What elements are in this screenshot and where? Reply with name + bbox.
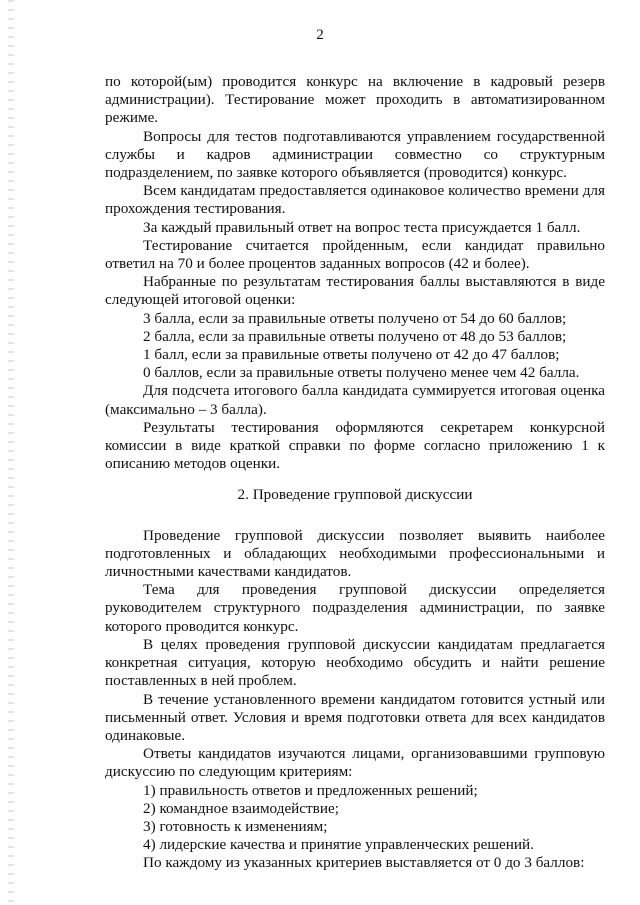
paragraph: Проведение групповой дискуссии позволяет выявить наиболее подготовленных и обладающих необходимыми профессиональными и личностными качествами кандидатов.: [105, 526, 605, 581]
paragraph: Всем кандидатам предоставляется одинаковое количество времени для прохождения тестирования.: [105, 182, 605, 218]
paragraph: 1 балл, если за правильные ответы получено от 42 до 47 баллов;: [143, 346, 560, 364]
document-body: [105, 73, 605, 873]
group-discussion-section-text: [105, 527, 605, 873]
paragraph: Результаты тестирования оформляются секретарем конкурсной комиссии в виде краткой справки по форме согласно приложению 1 к описанию методов оценки.: [105, 418, 605, 473]
paragraph: по которой(ым) проводится конкурс на включение в кадровый резерв администрации). Тестирование может проходить в автоматизированном режиме.: [105, 73, 605, 127]
paragraph: 2 балла, если за правильные ответы получено от 48 до 53 баллов;: [143, 327, 567, 345]
paragraph: По каждому из указанных критериев выставляется от 0 до 3 баллов:: [143, 854, 585, 872]
paragraph: Набранные по результатам тестирования баллы выставляются в виде следующей итоговой оценки:: [105, 273, 605, 309]
paragraph: Для подсчета итогового балла кандидата суммируется итоговая оценка (максимально – 3 балла).: [105, 382, 605, 418]
paragraph: 4) лидерские качества и принятие управленческих решений.: [143, 836, 534, 854]
paragraph: Ответы кандидатов изучаются лицами, организовавшими групповую дискуссию по следующим критериям:: [105, 745, 605, 781]
paragraph: Тема для проведения групповой дискуссии определяется руководителем структурного подразделения администрации, по заявке которого проводится конкурс.: [105, 581, 605, 635]
paragraph: В течение установленного времени кандидатом готовится устный или письменный ответ. Условия и время подготовки ответа для всех кандидатов одинаковые.: [105, 690, 605, 744]
paragraph: 1) правильность ответов и предложенных решений;: [143, 781, 478, 799]
paragraph: 3 балла, если за правильные ответы получено от 54 до 60 баллов;: [143, 309, 567, 327]
scan-binding-edge: [8, 0, 14, 905]
paragraph: Тестирование считается пройденным, если кандидат правильно ответил на 70 и более процентов заданных вопросов (42 и более).: [105, 236, 605, 273]
paragraph: 0 баллов, если за правильные ответы получено менее чем 42 балла.: [143, 364, 580, 382]
section-heading: 2. Проведение групповой дискуссии: [237, 486, 473, 504]
testing-section-text: [105, 73, 605, 473]
paragraph: 3) готовность к изменениям;: [143, 817, 328, 835]
paragraph: Вопросы для тестов подготавливаются управлением государственной службы и кадров администрации совместно со структурным подразделением, по заявке которого объявляется (проводится) конкурс.: [105, 127, 605, 182]
paragraph: В целях проведения групповой дискуссии кандидатам предлагается конкретная ситуация, которую необходимо обсудить и найти решение поставленных в ней проблем.: [105, 635, 605, 690]
paragraph: 2) командное взаимодействие;: [143, 799, 339, 817]
paragraph: За каждый правильный ответ на вопрос теста присуждается 1 балл.: [143, 218, 581, 236]
page-number: 2: [316, 27, 324, 43]
